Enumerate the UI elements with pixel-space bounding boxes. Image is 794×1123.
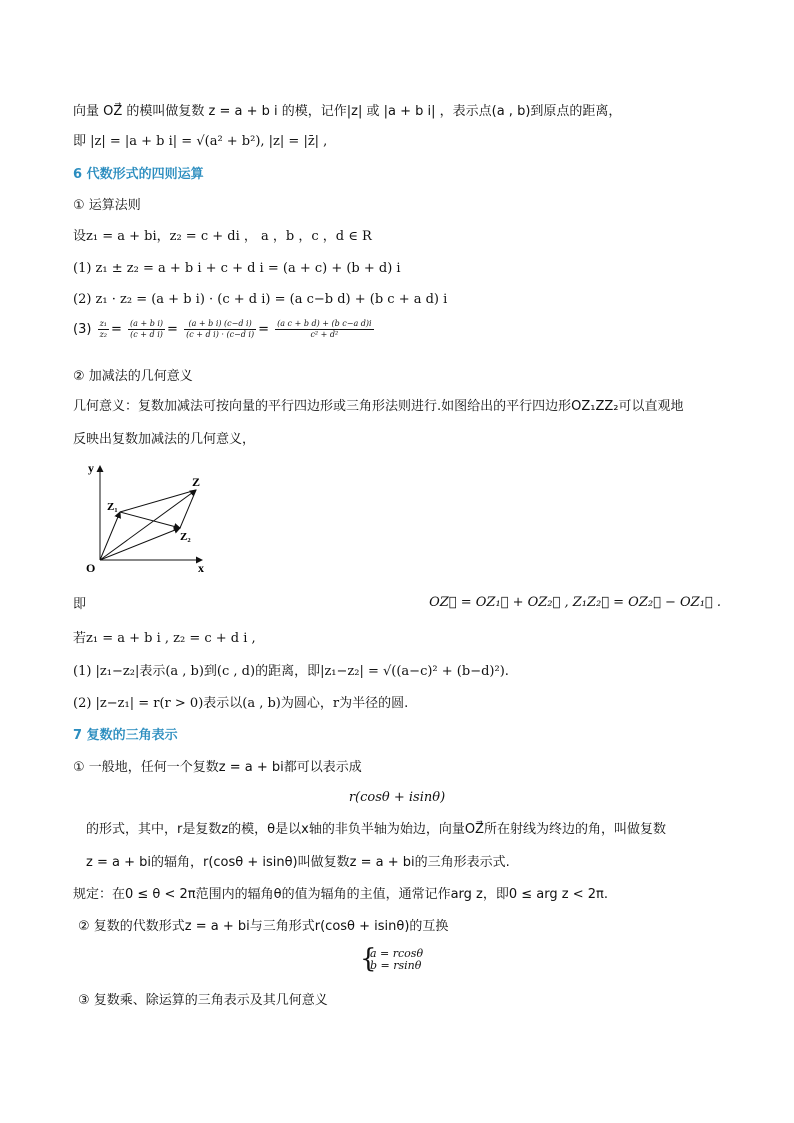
brace-symbol: { bbox=[360, 944, 377, 974]
addition-rule: (1) z₁ ± z₂ = a + b i + c + d i = (a + c) + (b + d) i bbox=[73, 261, 401, 276]
fraction-numerator: (a c + b d) + (b c−a d)i bbox=[277, 319, 372, 328]
trig-form: r(cosθ + isinθ) bbox=[348, 790, 446, 805]
geometric-meaning-text-2: 反映出复数加减法的几何意义， bbox=[73, 432, 256, 447]
trig-mult-div: ③ 复数乘、除运算的三角表示及其几何意义 bbox=[78, 993, 328, 1008]
fraction-result bbox=[275, 319, 373, 340]
principal-argument-rule: 规定：在0 ≤ θ < 2π范围内的辐角θ的值为辐角的主值，通常记作arg z，即0 ≤ arg z < 2π. bbox=[73, 887, 608, 902]
ji-label: 即 bbox=[73, 597, 87, 612]
label-z2: Z₂ bbox=[180, 531, 191, 543]
fraction-z1-z2 bbox=[98, 319, 109, 340]
vector-oz2 bbox=[100, 528, 180, 560]
conversion-system bbox=[360, 944, 424, 974]
parallelogram-diagram bbox=[80, 460, 215, 575]
section-6-heading: 6 代数形式的四则运算 bbox=[73, 167, 204, 182]
vector-z1z2 bbox=[120, 512, 180, 528]
subsection-geometric-meaning: ② 加减法的几何意义 bbox=[73, 369, 193, 384]
label-z1: Z₁ bbox=[107, 501, 118, 513]
modulus-definition: 向量 OZ⃗ 的模叫做复数 z = a + b i 的模，记作|z| 或 |a + b i| ，表示点(a , b)到原点的距离， bbox=[73, 104, 622, 119]
circle-meaning: (2) |z−z₁| = r(r > 0)表示以(a , b)为圆心，r为半径的圆. bbox=[73, 696, 409, 711]
fraction-denominator: c² + d² bbox=[310, 330, 339, 339]
edge-z1-z bbox=[120, 490, 196, 512]
equation-b: b = rsinθ bbox=[370, 959, 422, 972]
trig-explanation-2: z = a + bi的辐角，r(cosθ + isinθ)叫做复数z = a + bi的三角形表示式. bbox=[86, 855, 510, 870]
label-origin: O bbox=[86, 561, 96, 575]
distance-meaning: (1) |z₁−z₂|表示(a , b)到(c , d)的距离，即|z₁−z₂| = √((a−c)² + (b−d)²). bbox=[73, 664, 509, 679]
fraction-numerator: (a + b i) (c−d i) bbox=[184, 319, 256, 330]
division-label: (3) bbox=[73, 322, 92, 337]
fraction-simple bbox=[128, 319, 165, 340]
vector-formula: OZ⃗ = OZ₁⃗ + OZ₂⃗ , Z₁Z₂⃗ = OZ₂⃗ − OZ₁⃗ . bbox=[429, 595, 721, 610]
definition-line: 设z₁ = a + bi，z₂ = c + di ， a ，b ，c ，d ∈ R bbox=[73, 229, 372, 244]
label-z: Z bbox=[192, 475, 201, 489]
division-rule: (3) $\frac{\text{z₁}}{\text{z₂}}$ = $\frac{\text{(a + b i)}}{\text{(c + d i)}}$ = $\frac{\text{(a + b i) (c−d i)}}{\text{(c + d i) · (c−d i)}}$ = $\frac{\text{(a c + b d) + (b c−a d)i}}{\text{c² + d²}}$ bbox=[73, 319, 372, 339]
fraction-numerator: (a + b i) bbox=[130, 319, 164, 328]
form-conversion: ② 复数的代数形式z = a + bi与三角形式r(cosθ + isinθ)的互换 bbox=[78, 919, 449, 934]
label-y: y bbox=[88, 461, 94, 475]
complex-pair-definition: 若z₁ = a + b i , z₂ = c + d i , bbox=[73, 631, 256, 646]
fraction-denominator: z₂ bbox=[99, 330, 107, 339]
fraction-denominator: (c + d i) · (c−d i) bbox=[186, 330, 255, 339]
section-7-heading: 7 复数的三角表示 bbox=[73, 728, 178, 743]
equation-a: a = rcosθ bbox=[370, 947, 424, 960]
multiplication-rule: (2) z₁ · z₂ = (a + b i) · (c + d i) = (a c−b d) + (b c + a d) i bbox=[73, 292, 448, 307]
subsection-operation-rules: ① 运算法则 bbox=[73, 198, 141, 213]
modulus-formula: 即 |z| = |a + b i| = √(a² + b²), |z| = |z̄| , bbox=[73, 134, 328, 149]
fraction-denominator: (c + d i) bbox=[130, 330, 163, 339]
trig-intro: ① 一般地，任何一个复数z = a + bi都可以表示成 bbox=[73, 760, 362, 775]
trig-explanation: 的形式，其中，r是复数z的模，θ是以x轴的非负半轴为始边，向量OZ⃗所在射线为终边的角，叫做复数 bbox=[86, 822, 666, 837]
geometric-meaning-text: 几何意义：复数加减法可按向量的平行四边形或三角形法则进行.如图给出的平行四边形OZ₁ZZ₂可以直观地 bbox=[73, 399, 684, 414]
label-x: x bbox=[198, 561, 204, 575]
fraction-conjugate bbox=[184, 319, 256, 340]
fraction-numerator: z₁ bbox=[99, 319, 107, 328]
